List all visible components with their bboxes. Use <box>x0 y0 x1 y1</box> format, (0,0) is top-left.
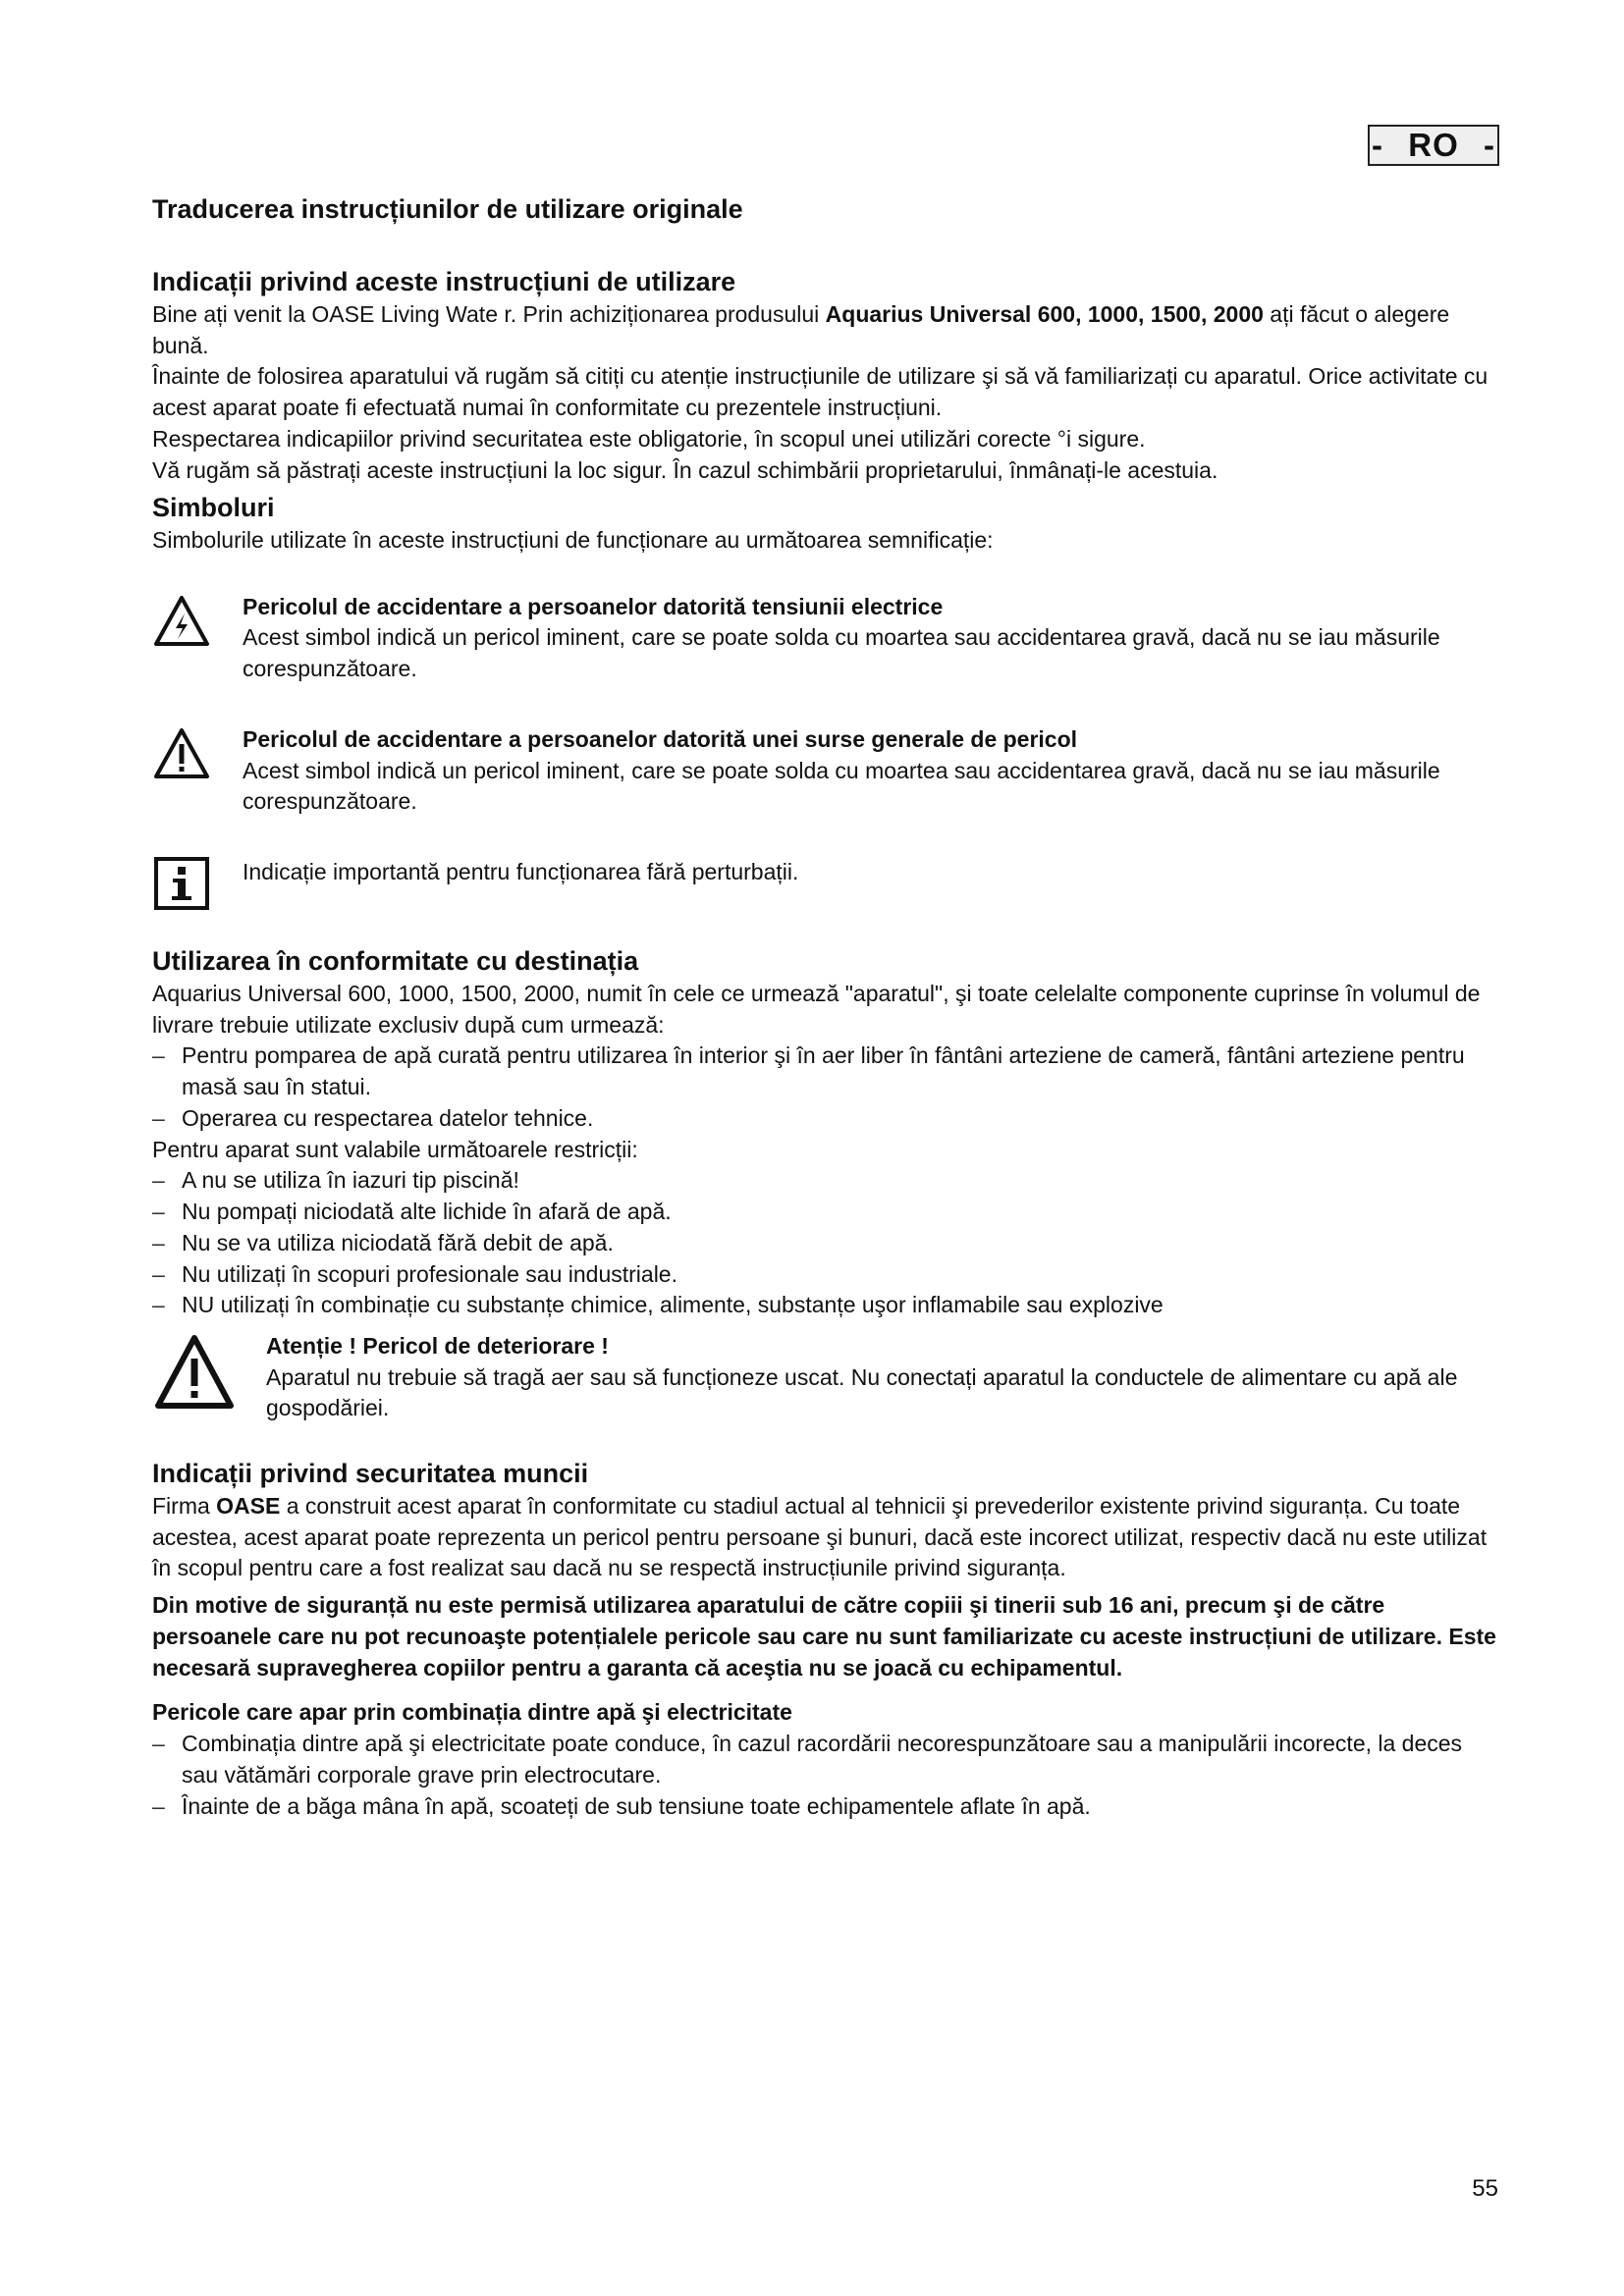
list-item: – NU utilizați în combinație cu substanțe chimice, alimente, substanțe uşor inflamabile sau explozive <box>152 1290 1497 1321</box>
list-item: – A nu se utiliza în iazuri tip piscină! <box>152 1165 1497 1197</box>
symbol-info-text: Indicație importantă pentru funcționarea fără perturbații. <box>243 859 799 885</box>
company-name: OASE <box>216 1492 281 1519</box>
language-badge: - RO - <box>1368 125 1499 166</box>
restrictions-list <box>152 1165 1497 1321</box>
list-item: – Nu pompați niciodată alte lichide în afară de apă. <box>152 1197 1497 1228</box>
product-name: Aquarius Universal 600, 1000, 1500, 2000 <box>825 300 1264 327</box>
list-item: – Nu se va utiliza niciodată fără debit de apă. <box>152 1228 1497 1259</box>
intro-paragraph-2: Înainte de folosirea aparatului vă rugăm să citiți cu atenție instrucțiunile de utilizare şi să vă familiarizați cu aparatul. Orice activitate cu acest aparat poate fi efectuată numai în conformitate cu prezentele instrucțiuni. <box>152 363 1489 421</box>
list-item: – Înainte de a băga mâna în apă, scoateți de sub tensiune toate echipamentele aflate în apă. <box>152 1791 1497 1823</box>
list-item: – Operarea cu respectarea datelor tehnice. <box>152 1103 1497 1135</box>
symbol-electric <box>152 592 1497 685</box>
intro-paragraph-1: Bine ați venit la OASE Living Wate r. Prin achiziționarea produsului Aquarius Universal 600, 1000, 1500, 2000 ați făcut o alegere bună. <box>152 300 1450 358</box>
caution-block <box>152 1331 1497 1424</box>
intended-use-list <box>152 1041 1497 1134</box>
caution-title: Atenție ! Pericol de deteriorare ! <box>266 1332 609 1359</box>
symbols-heading: Simboluri <box>152 493 275 523</box>
symbol-general-title: Pericolul de accidentare a persoanelor datorită unei surse generale de pericol <box>243 725 1078 752</box>
symbol-electric-text: Acest simbol indică un pericol iminent, care se poate solda cu moartea sau accidentarea gravă, dacă nu se iau măsurile corespunzătoare. <box>243 624 1440 682</box>
page-number: 55 <box>1472 2175 1498 2202</box>
symbol-general-text: Acest simbol indică un pericol iminent, care se poate solda cu moartea sau accidentarea gravă, dacă nu se iau măsurile corespunzătoare. <box>243 757 1440 815</box>
restrictions-intro: Pentru aparat sunt valabile următoarele restricții: <box>152 1136 638 1162</box>
symbol-general <box>152 724 1497 818</box>
symbol-electric-title: Pericolul de accidentare a persoanelor datorită tensiunii electrice <box>243 593 944 619</box>
electric-hazard-icon <box>152 592 211 651</box>
safety-heading: Indicații privind securitatea muncii <box>152 1459 589 1489</box>
caution-text: Aparatul nu trebuie să tragă aer sau să funcționeze uscat. Nu conectați aparatul la conductele de alimentare cu apă ale gospodăriei. <box>266 1363 1458 1421</box>
safety-paragraph: Firma OASE a construit acest aparat în conformitate cu stadiul actual al tehnicii şi prevederilor existente privind siguranța. Cu toate acestea, acest aparat poate reprezenta un pericol pentru persoane şi bunuri, dacă este incorect utilizat, respectiv dacă nu este utilizat în scopul pentru care a fost realizat sau dacă nu se respectă instrucțiunile privind siguranța. <box>152 1492 1488 1581</box>
symbols-intro: Simbolurile utilizate în aceste instrucțiuni de funcționare au următoarea semnificație: <box>152 527 994 553</box>
info-icon <box>152 853 211 912</box>
water-electricity-list <box>152 1729 1497 1822</box>
list-item: – Combinația dintre apă şi electricitate poate conduce, în cazul racordării necorespunzătoare sau a manipulării incorecte, la deces sau vătămări corporale grave prin electrocutare. <box>152 1729 1497 1790</box>
document-title: Traducerea instrucțiunilor de utilizare originale <box>152 194 743 224</box>
main-content <box>152 192 1497 1822</box>
intro-paragraph-4: Vă rugăm să păstrați aceste instrucțiuni la loc sigur. În cazul schimbării proprietarului, înmânați-le acestuia. <box>152 456 1218 483</box>
water-electricity-subheading: Pericole care apar prin combinația dintre apă şi electricitate <box>152 1699 792 1726</box>
intro-paragraph-3: Respectarea indicapiilor privind securitatea este obligatorie, în scopul unei utilizări corecte °i sigure. <box>152 425 1146 452</box>
safety-warning: Din motive de siguranță nu este permisă utilizarea aparatului de către copiii şi tinerii sub 16 ani, precum şi de către persoanele care nu pot recunoaşte potențialele pericole sau care nu sunt familiarizate cu aceste instrucțiuni de utilizare. Este necesară supravegherea copiilor pentru a garanta că aceştia nu se joacă cu echipamentul. <box>152 1592 1496 1681</box>
general-hazard-icon <box>152 724 211 783</box>
intended-use-heading: Utilizarea în conformitate cu destinația <box>152 946 639 977</box>
caution-icon <box>152 1331 237 1414</box>
language-code: RO <box>1408 127 1459 163</box>
list-item: – Pentru pomparea de apă curată pentru utilizarea în interior şi în aer liber în fântâni arteziene de cameră, fântâni arteziene pentru masă sau în statui. <box>152 1041 1497 1102</box>
symbol-info <box>152 853 1497 912</box>
intended-use-intro: Aquarius Universal 600, 1000, 1500, 2000, numit în cele ce urmează "aparatul", şi toate celelalte componente cuprinse în volumul de livrare trebuie utilizate exclusiv după cum urmează: <box>152 980 1481 1038</box>
list-item: – Nu utilizați în scopuri profesionale sau industriale. <box>152 1259 1497 1291</box>
intro-heading: Indicații privind aceste instrucțiuni de utilizare <box>152 267 736 297</box>
